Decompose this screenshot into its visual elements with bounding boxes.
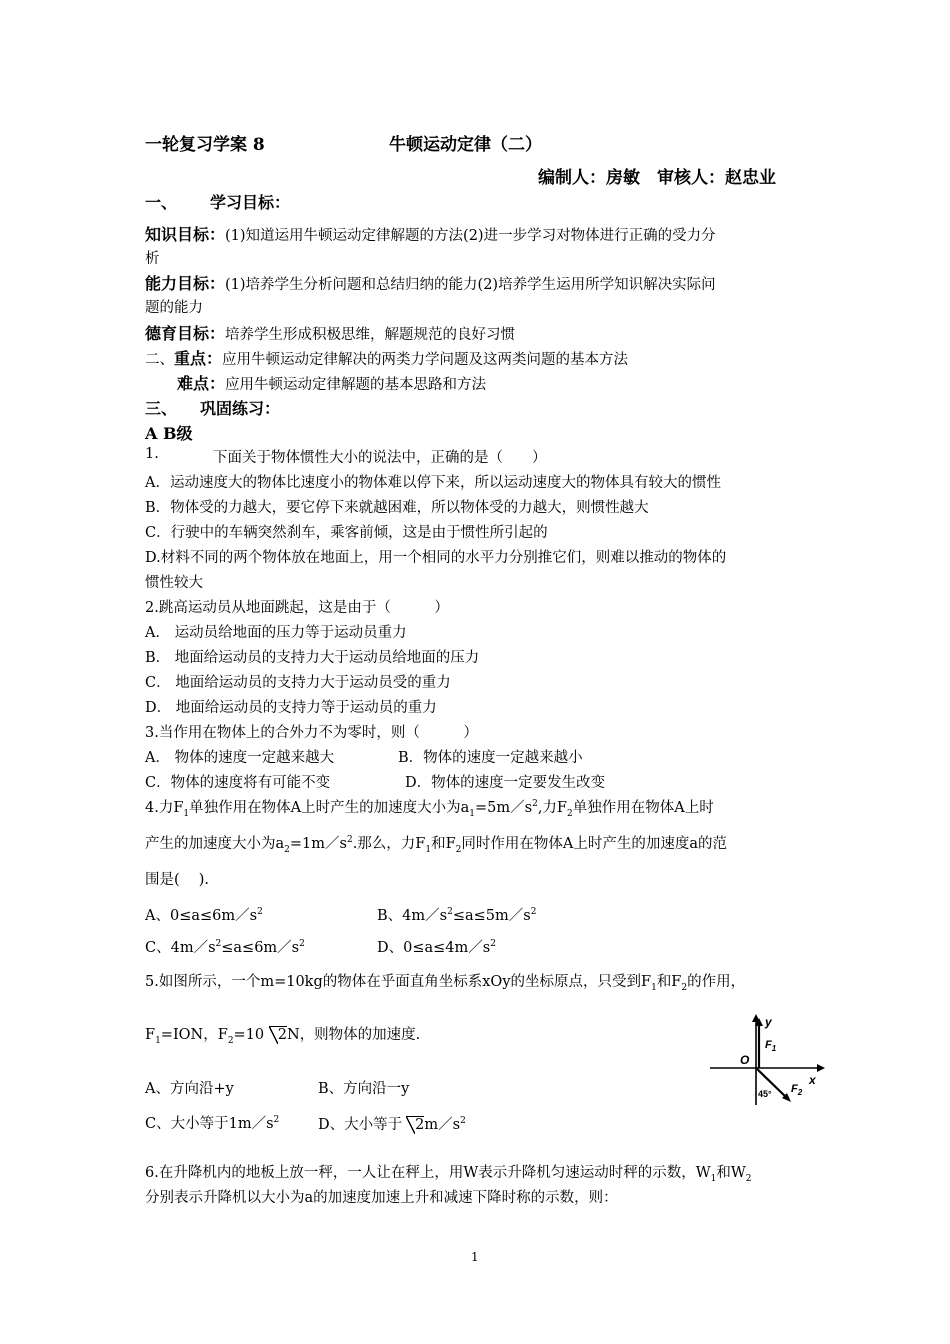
x-axis-arrow [817, 1064, 825, 1072]
angle-label: 45° [758, 1089, 772, 1099]
q2-option-c: C． 地面给运动员的支持力大于运动员受的重力 [145, 675, 451, 691]
q3-option-c: C．物体的速度将有可能不变 [145, 775, 331, 791]
section3-num: 三、 [145, 399, 178, 418]
f2-label: $F_2$ [791, 1083, 803, 1097]
q1-option-a: A．运动速度大的物体比速度小的物体难以停下来，所以运动速度大的物体具有较大的惯性 [145, 475, 721, 491]
f1-label: $F_1$ [765, 1039, 777, 1053]
q4-option-c: C、$4m/s^2\le a\le 6m/s^2$ [145, 939, 305, 956]
q1-stem: 下面关于物体惯性大小的说法中，正确的是（ ） [213, 450, 547, 466]
q5-option-b: B、方向沿一y [318, 1081, 410, 1097]
section3-title: 巩固练习： [200, 399, 281, 418]
ability-goal-cont: 题的能力 [145, 300, 203, 316]
q2-option-a: A． 运动员给地面的压力等于运动员重力 [145, 625, 407, 641]
level-label: A B级 [145, 424, 193, 443]
page-number: 1 [471, 1250, 479, 1264]
section1-title: 学习目标： [210, 193, 291, 212]
q6-line2: 分别表示升降机以大小为a的加速度加速上升和减速下降时称的示数，则： [145, 1190, 618, 1206]
q3-option-b: B．物体的速度一定越来越小 [398, 750, 583, 766]
q1-option-b: B．物体受的力越大，要它停下来就越困难，所以物体受的力越大，则惯性越大 [145, 500, 649, 516]
q4-option-b: B、$4m/s^2\le a\le 5m/s^2$ [377, 907, 537, 924]
doc-series: 一轮复习学案 8 [145, 135, 265, 155]
force-diagram [705, 1012, 830, 1112]
q2-stem: 2.跳高运动员从地面跳起，这是由于（ ） [145, 600, 449, 616]
q5-line1: 5.如图所示，一个m=10kg的物体在乎面直角坐标系xOy的坐标原点，只受到$F_1$和$F_2$的作用， [145, 974, 746, 993]
origin-label: O [740, 1053, 750, 1067]
q4-line1: 4.力$F_1$单独作用在物体A上时产生的加速度大小为$a_1=5m/s^2$,力$F_2$单独作用在物体A上时 [145, 799, 714, 819]
q1-option-d-cont: 惯性较大 [145, 575, 203, 591]
x-label: x [809, 1073, 816, 1087]
q3-option-d: D．物体的速度一定要发生改变 [405, 775, 606, 791]
q2-option-d: D． 地面给运动员的支持力等于运动员的重力 [145, 700, 437, 716]
q1-option-d: D.材料不同的两个物体放在地面上，用一个相同的水平力分别推它们，则难以推动的物体的 [145, 550, 727, 566]
q4-line3: 围是( ). [145, 872, 210, 888]
q1-num: 1. [145, 446, 159, 462]
moral-goal: 德育目标：培养学生形成积极思维，解题规范的良好习惯 [145, 324, 516, 343]
q3-stem: 3.当作用在物体上的合外力不为零时，则（ ） [145, 725, 478, 741]
q6-line1: 6.在升降机内的地板上放一秤，一人让在秤上，用W表示升降机匀速运动时秤的示数，$W_1$和$W_2$ [145, 1165, 752, 1184]
ability-goal: 能力目标：(1)培养学生分析问题和总结归纳的能力(2)培养学生运用所学知识解决实际问 [145, 274, 716, 293]
q2-option-b: B． 地面给运动员的支持力大于运动员给地面的压力 [145, 650, 480, 666]
difficult-point: 难点：应用牛顿运动定律解题的基本思路和方法 [177, 374, 487, 393]
doc-title: 牛顿运动定律（二） [389, 135, 542, 155]
q5-option-d: D、大小等于 $2m/s^2$ [318, 1116, 466, 1133]
q4-option-a: A、$0\le a\le 6m/s^2$ [145, 907, 263, 924]
q5-line2: $F_1=ION$，$F_2=10$ 2N，则物体的加速度. [145, 1027, 421, 1046]
q5-option-a: A、方向沿+y [145, 1081, 234, 1097]
q3-option-a: A． 物体的速度一定越来越大 [145, 750, 335, 766]
section1-num: 一、 [145, 193, 178, 212]
y-label: y [765, 1015, 772, 1029]
knowledge-goal-cont: 析 [145, 251, 160, 267]
doc-authors: 编制人：房敏 审核人：赵忠业 [538, 168, 776, 188]
q4-line2: 产生的加速度大小为$a_2=1m/s^2$.那么，力$F_1$和$F_2$同时作用在物体A上时产生的加速度a的范 [145, 835, 728, 855]
q5-option-c: C、大小等于$1m/s^2$ [145, 1115, 280, 1132]
q1-option-c: C．行驶中的车辆突然刹车，乘客前倾，这是由于惯性所引起的 [145, 525, 548, 541]
key-point: 二、重点：应用牛顿运动定律解决的两类力学问题及这两类问题的基本方法 [145, 349, 629, 368]
knowledge-goal: 知识目标：(1)知道运用牛顿运动定律解题的方法(2)进一步学习对物体进行正确的受力分 [145, 225, 716, 244]
sqrt-symbol: 2 [269, 1026, 287, 1043]
q4-option-d: D、$0\le a\le 4m/s^2$ [377, 939, 496, 956]
